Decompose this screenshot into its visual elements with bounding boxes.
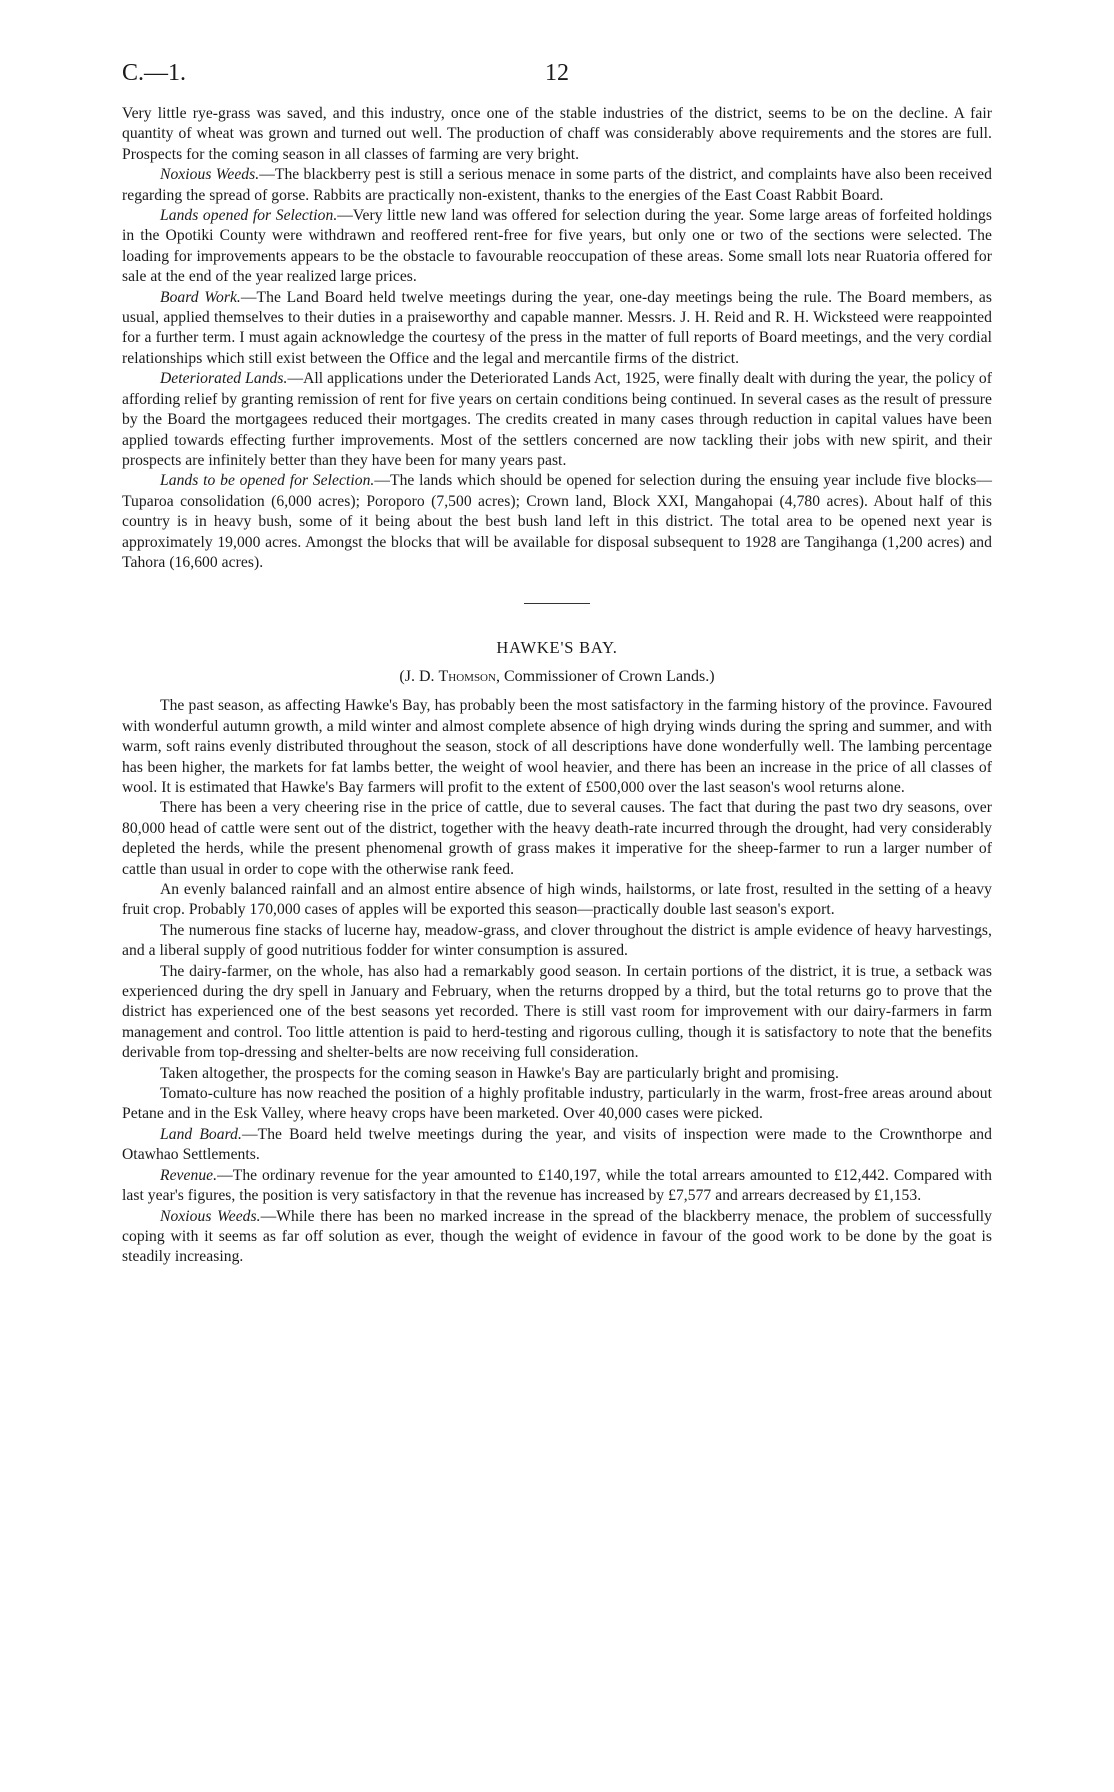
paragraph: Very little rye-grass was saved, and this industry, once one of the stable industries of the district, seems to be on the decline. A fair quantity of wheat was grown and turned out well. The production of chaff was considerably above requirements and the stores are full. Prospects for the coming season in all classes of farming are very bright. (122, 105, 992, 163)
paragraph-heading: Noxious Weeds. (160, 166, 260, 184)
paragraph: The dairy-farmer, on the whole, has also had a remarkably good season. In certain portions of the district, it is true, a setback was experienced during the dry spell in January and February, when the returns dropped by a third, but the total returns go to prove that the district has experienced one of the best seasons yet recorded. There is still vast room for improvement with our dairy-farmers in farm management and control. Too little attention is paid to herd-testing and rigorous culling, though it is satisfactory to note that the benefits derivable from top-dressing and shelter-belts are now receiving full consideration. (122, 962, 992, 1062)
section-byline: (J. D. Thomson, Commissioner of Crown Lands.) (399, 668, 715, 686)
paragraph: The numerous fine stacks of lucerne hay, meadow-grass, and clover throughout the district is ample evidence of heavy harvestings, and a liberal supply of good nutritious fodder for winter consumption is assured. (122, 921, 992, 960)
paragraph-revenue: Revenue.—The ordinary revenue for the year amounted to £140,197, while the total arrears amounted to £12,442. Compared with last year's figures, the position is very satisfactory in that the revenue has increased by £7,577 and arrears decreased by £1,153. (122, 1166, 992, 1205)
hawkes-bay-section (122, 696, 992, 1267)
paragraph-lands-to-be-opened: Lands to be opened for Selection.—The lands which should be opened for selection during the ensuing year include five blocks—Tuparoa consolidation (6,000 acres); Poroporo (7,500 acres); Crown land, Block XXI, Mangahopai (4,780 acres). About half of this country is in heavy bush, some of it being about the best bush land left in this district. The total area to be opened next year is approximately 19,000 acres. Amongst the blocks that will be available for disposal subsequent to 1928 are Tangihanga (1,200 acres) and Tahora (16,600 acres). (122, 472, 992, 571)
paragraph-deteriorated-lands: Deteriorated Lands.—All applications under the Deteriorated Lands Act, 1925, were finally dealt with during the year, the policy of affording relief by granting remission of rent for five years on certain conditions being continued. In several cases as the result of pressure by the Board the mortgagees reduced their mortgages. The credits created in many cases through reduction in capital values have been applied towards effecting further improvements. Most of the settlers concerned are now tackling their jobs with new spirit, and their prospects are infinitely better than they have been for many years past. (122, 370, 992, 469)
paragraph: Taken altogether, the prospects for the coming season in Hawke's Bay are particularly bright and promising. (160, 1064, 839, 1082)
page-number: 12 (545, 60, 569, 86)
paragraph-heading: Deteriorated Lands. (160, 370, 288, 388)
paragraph-lands-opened: Lands opened for Selection.—Very little new land was offered for selection during the year. Some large areas of forfeited holdings in the Opotiki County were withdrawn and reoffered rent-free for five years, but only one or two of the sections were selected. The loading for improvements appears to be the obstacle to favourable reoccupation of these areas. Some small lots near Ruatoria offered for sale at the end of the year realized large prices. (122, 207, 992, 286)
paragraph: The past season, as affecting Hawke's Bay, has probably been the most satisfactory in the farming history of the province. Favoured with wonderful autumn growth, a mild winter and almost complete absence of high drying winds during the spring and summer, and with warm, soft rains evenly distributed throughout the season, stock of all descriptions have done wonderfully well. The lambing percentage has been higher, the markets for fat lambs better, the weight of wool heavier, and there has been an increase in the price of all classes of wool. It is estimated that Hawke's Bay farmers will profit to the extent of £500,000 over the last season's wool returns alone. (122, 697, 992, 796)
paragraph-heading: Land Board. (160, 1125, 242, 1143)
paragraph-board-work: Board Work.—The Land Board held twelve meetings during the year, one-day meetings being the rule. The Board members, as usual, applied themselves to their duties in a praiseworthy and capable manner. Messrs. J. H. Reid and R. H. Wicksteed were reappointed for a further term. I must again acknowledge the courtesy of the press in the matter of full reports of Board meetings, and the very cordial relationships which still exist between the Office and the legal and mercantile firms of the district. (122, 288, 992, 367)
paragraph-heading: Noxious Weeds. (160, 1207, 261, 1225)
document-reference: C.—1. (122, 60, 187, 86)
paragraph-noxious-weeds: Noxious Weeds.—The blackberry pest is still a serious menace in some parts of the district, and complaints have also been received regarding the spread of gorse. Rabbits are practically non-existent, thanks to the energies of the East Coast Rabbit Board. (122, 166, 992, 204)
section-title: HAWKE'S BAY. (496, 638, 618, 658)
gisborne-continued-section (122, 104, 992, 573)
paragraph-heading: Lands to be opened for Selection. (160, 472, 375, 490)
paragraph-land-board: Land Board.—The Board held twelve meetings during the year, and visits of inspection were made to the Crownthorpe and Otawhao Settlements. (122, 1125, 992, 1164)
commissioner-name: Thomson (438, 668, 496, 686)
section-divider (524, 603, 590, 604)
paragraph-heading: Lands opened for Selection. (160, 207, 338, 225)
paragraph: An evenly balanced rainfall and an almost entire absence of high winds, hailstorms, or late frost, resulted in the setting of a heavy fruit crop. Probably 170,000 cases of apples will be exported this season—practically double last season's export. (122, 881, 992, 919)
paragraph-noxious-weeds: Noxious Weeds.—While there has been no marked increase in the spread of the blackberry menace, the problem of successfully coping with it seems as far off solution as ever, though the weight of evidence in favour of the good work to be done by the goat is steadily increasing. (122, 1207, 992, 1266)
paragraph-heading: Revenue. (160, 1166, 218, 1184)
paragraph-heading: Board Work. (160, 288, 241, 306)
page-header (122, 60, 992, 104)
paragraph: Tomato-culture has now reached the position of a highly profitable industry, particularly in the warm, frost-free areas around about Petane and in the Esk Valley, where heavy crops have been marketed. Over 40,000 cases were picked. (122, 1085, 992, 1123)
paragraph: There has been a very cheering rise in the price of cattle, due to several causes. The fact that during the past two dry seasons, over 80,000 head of cattle were sent out of the district, together with the heavy death-rate incurred through the drought, had very considerably depleted the herds, while the present phenomenal growth of grass makes it imperative for the sheep-farmer to run a larger number of cattle than usual in order to cope with the otherwise rank feed. (122, 799, 992, 878)
